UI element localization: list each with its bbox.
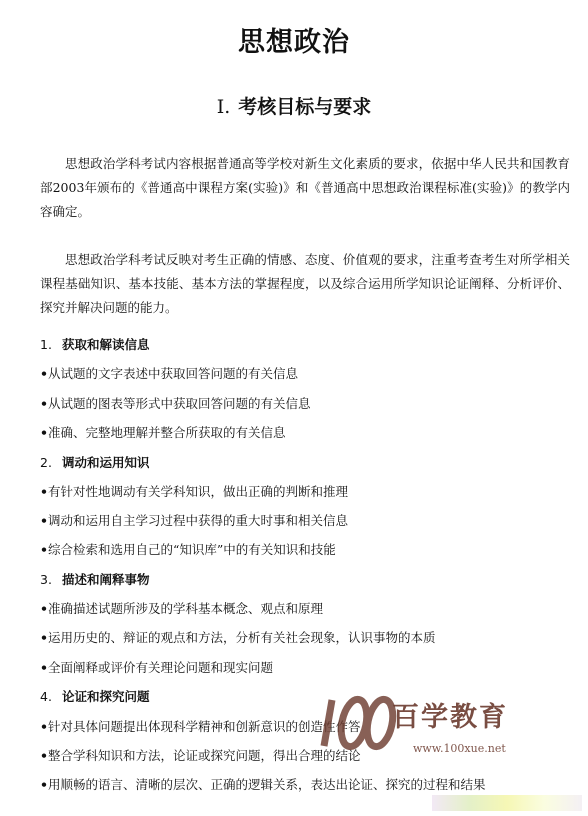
section-title: [0, 92, 588, 122]
intro-paragraph-1: 思想政治学科考试内容根据普通高等学校对新生文化素质的要求，依据中华人民共和国教育部2003年颁布的《普通高中课程方案(实验)》和《普通高中思想政治课程标准(实验)》的教学内容确定。: [40, 156, 570, 219]
section-heading-3: [40, 571, 540, 589]
bullet-icon: •: [40, 719, 48, 734]
watermark-url: www.100xue.net: [413, 742, 506, 755]
section-heading-number: 3.: [40, 572, 52, 587]
section-heading-number: 4.: [40, 689, 52, 704]
list-item: [40, 365, 575, 383]
list-item: [40, 600, 575, 618]
section-heading-text: 论证和探究问题: [62, 689, 150, 704]
section-title-text: 考核目标与要求: [238, 96, 372, 118]
list-item-text: 针对具体问题提出体现科学精神和创新意识的创造性作答: [48, 719, 361, 734]
section-heading-number: 1.: [40, 337, 52, 352]
bullet-icon: •: [40, 630, 48, 645]
bullet-icon: •: [40, 484, 48, 499]
bullet-icon: •: [40, 425, 48, 440]
list-item-text: 用顺畅的语言、清晰的层次、正确的逻辑关系，表达出论证、探究的过程和结果: [48, 777, 486, 792]
list-item: [40, 776, 575, 794]
bullet-icon: •: [40, 601, 48, 616]
section-heading-1: [40, 336, 540, 354]
bullet-icon: •: [40, 366, 48, 381]
list-item: [40, 483, 575, 501]
list-item: [40, 541, 575, 559]
decorative-color-strip: [432, 795, 582, 811]
list-item-text: 有针对性地调动有关学科知识，做出正确的判断和推理: [48, 484, 349, 499]
list-item: [40, 395, 575, 413]
list-item-text: 准确描述试题所涉及的学科基本概念、观点和原理: [48, 601, 324, 616]
intro-paragraph-2: 思想政治学科考试反映对考生正确的情感、态度、价值观的要求，注重考查考生对所学相关课程基础知识、基本技能、基本方法的掌握程度，以及综合运用所学知识论证阐释、分析评价、探究并解决问题的能力。: [40, 252, 570, 315]
list-item-text: 全面阐释或评价有关理论问题和现实问题: [48, 660, 274, 675]
bullet-icon: •: [40, 542, 48, 557]
bullet-icon: •: [40, 748, 48, 763]
section-heading-text: 调动和运用知识: [62, 455, 150, 470]
section-number: Ⅰ.: [216, 96, 231, 118]
page-title: 思想政治: [238, 27, 350, 58]
list-item: [40, 512, 575, 530]
list-item: [40, 659, 575, 677]
list-item-text: 准确、完整地理解并整合所获取的有关信息: [48, 425, 286, 440]
bullet-icon: •: [40, 513, 48, 528]
bullet-icon: •: [40, 396, 48, 411]
list-item: [40, 424, 575, 442]
list-item-text: 综合检索和选用自己的“知识库”中的有关知识和技能: [48, 542, 336, 557]
bullet-icon: •: [40, 777, 48, 792]
watermark-brand: 百学教育: [392, 702, 508, 733]
list-item-text: 运用历史的、辩证的观点和方法，分析有关社会现象，认识事物的本质: [48, 630, 436, 645]
section-heading-number: 2.: [40, 455, 52, 470]
section-heading-2: [40, 454, 540, 472]
list-item-text: 整合学科知识和方法，论证或探究问题，得出合理的结论: [48, 748, 361, 763]
list-item: [40, 629, 575, 647]
list-item-text: 从试题的图表等形式中获取回答问题的有关信息: [48, 396, 311, 411]
list-item-text: 从试题的文字表述中获取回答问题的有关信息: [48, 366, 299, 381]
section-heading-text: 描述和阐释事物: [62, 572, 150, 587]
bullet-icon: •: [40, 660, 48, 675]
list-item-text: 调动和运用自主学习过程中获得的重大时事和相关信息: [48, 513, 349, 528]
section-heading-text: 获取和解读信息: [62, 337, 150, 352]
logo-one-stroke: [324, 700, 332, 746]
